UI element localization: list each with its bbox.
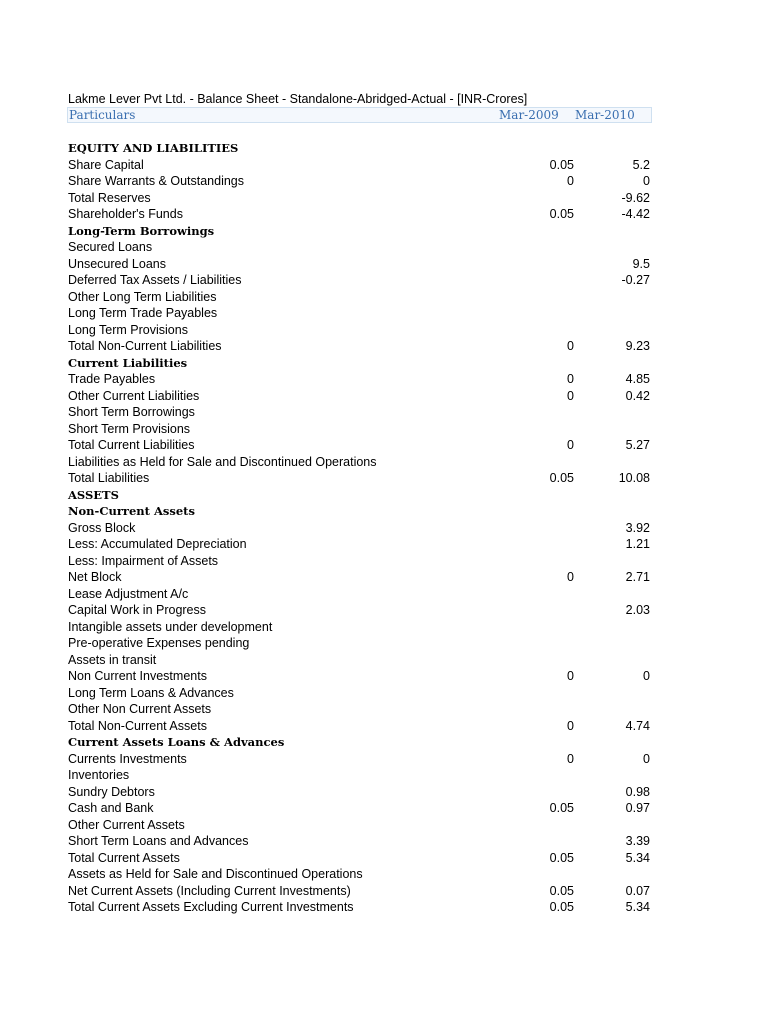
value-mar-2010: 0 — [643, 751, 650, 766]
table-row — [68, 470, 652, 487]
value-mar-2010: 0.07 — [625, 883, 650, 898]
row-label: Long Term Loans & Advances — [68, 685, 234, 700]
value-mar-2009: 0 — [567, 570, 574, 584]
table-row — [68, 883, 652, 900]
table-row — [68, 635, 652, 652]
table-row — [68, 569, 652, 586]
value-mar-2010: -0.27 — [621, 273, 650, 287]
row-label: Total Current Liabilities — [68, 438, 195, 452]
section-heading: Current Assets Loans & Advances — [68, 735, 285, 749]
table-row — [68, 190, 652, 207]
value-mar-2010: 0.42 — [625, 388, 650, 403]
table-row — [68, 701, 652, 718]
row-label: Liabilities as Held for Sale and Discontinued Operations — [68, 454, 377, 469]
value-mar-2009: 0.05 — [549, 801, 574, 815]
row-label: Other Non Current Assets — [68, 702, 212, 716]
value-mar-2010: 9.23 — [625, 339, 650, 353]
value-mar-2010: 0.98 — [625, 784, 650, 799]
row-label: Unsecured Loans — [68, 256, 166, 271]
value-mar-2010: 3.92 — [625, 520, 650, 535]
section-heading-row — [68, 223, 652, 240]
table-row — [68, 173, 652, 190]
balance-sheet — [68, 91, 652, 916]
value-mar-2009: 0 — [567, 388, 574, 403]
value-mar-2010: 9.5 — [632, 256, 650, 271]
value-mar-2009: 0 — [567, 174, 574, 188]
value-mar-2009: 0 — [567, 372, 574, 386]
value-mar-2010: 5.2 — [632, 157, 650, 172]
row-label: Share Warrants & Outstandings — [68, 174, 245, 188]
table-row — [68, 652, 652, 669]
value-mar-2009: 0 — [567, 438, 574, 452]
row-label: Lease Adjustment A/c — [68, 586, 189, 601]
value-mar-2010: 5.34 — [625, 850, 650, 865]
value-mar-2009: 0 — [567, 718, 574, 733]
table-row — [68, 784, 652, 801]
table-row — [68, 206, 652, 223]
row-label: Sundry Debtors — [68, 784, 155, 799]
value-mar-2010: 0.97 — [625, 801, 650, 815]
table-row — [68, 850, 652, 867]
sheet-title: Lakme Lever Pvt Ltd. - Balance Sheet - Standalone-Abridged-Actual - [INR-Crores] — [68, 92, 528, 106]
section-heading: Current Liabilities — [68, 355, 188, 370]
table-row — [68, 404, 652, 421]
row-label: Shareholder's Funds — [68, 207, 183, 221]
table-row — [68, 553, 652, 570]
blank-row — [68, 123, 652, 140]
value-mar-2009: 0.05 — [549, 207, 574, 221]
section-heading: EQUITY AND LIABILITIES — [68, 141, 239, 155]
row-label: Short Term Loans and Advances — [68, 834, 249, 848]
row-label: Total Reserves — [68, 190, 151, 205]
row-label: Long Term Provisions — [68, 322, 188, 337]
row-label: Gross Block — [68, 520, 136, 535]
table-row — [68, 685, 652, 702]
table-row — [68, 272, 652, 289]
row-label: Net Block — [68, 570, 122, 584]
column-header-row — [67, 107, 652, 123]
table-row — [68, 421, 652, 438]
section-heading: Long-Term Borrowings — [68, 223, 215, 238]
table-row — [68, 866, 652, 883]
row-label: Trade Payables — [68, 372, 156, 386]
value-mar-2010: 0 — [643, 669, 650, 683]
value-mar-2010: 10.08 — [618, 471, 650, 485]
value-mar-2010: 2.03 — [625, 603, 650, 617]
row-label: Short Term Borrowings — [68, 405, 195, 419]
row-label: Total Non-Current Liabilities — [68, 339, 222, 353]
section-heading-row — [68, 487, 652, 504]
table-row — [68, 388, 652, 405]
section-heading-row — [68, 503, 652, 520]
table-row — [68, 289, 652, 306]
row-label: Intangible assets under development — [68, 619, 273, 634]
table-row — [68, 536, 652, 553]
section-heading: ASSETS — [68, 487, 119, 502]
value-mar-2010: 4.74 — [625, 718, 650, 733]
value-mar-2010: 5.34 — [625, 900, 650, 914]
table-row — [68, 157, 652, 174]
section-heading: Non-Current Assets — [68, 504, 195, 518]
row-label: Other Current Liabilities — [68, 388, 200, 403]
row-label: Non Current Investments — [68, 669, 207, 683]
row-label: Capital Work in Progress — [68, 603, 207, 617]
value-mar-2009: 0.05 — [549, 883, 574, 898]
table-row — [68, 817, 652, 834]
row-label: Deferred Tax Assets / Liabilities — [68, 273, 242, 287]
section-heading-row — [68, 140, 652, 157]
column-header-mar-2010: Mar-2010 — [575, 108, 635, 122]
value-mar-2010: 4.85 — [625, 372, 650, 386]
table-row — [68, 305, 652, 322]
value-mar-2009: 0.05 — [549, 471, 574, 485]
value-mar-2009: 0.05 — [549, 900, 574, 914]
row-label: Currents Investments — [68, 751, 187, 766]
value-mar-2009: 0.05 — [549, 157, 574, 172]
value-mar-2009: 0 — [567, 669, 574, 683]
table-row — [68, 619, 652, 636]
column-header-mar-2009: Mar-2009 — [499, 108, 559, 122]
value-mar-2010: 1.21 — [625, 537, 650, 551]
row-label: Cash and Bank — [68, 801, 154, 815]
table-row — [68, 256, 652, 273]
value-mar-2010: 2.71 — [625, 570, 650, 584]
column-header-particulars: Particulars — [69, 108, 136, 122]
table-row — [68, 371, 652, 388]
table-row — [68, 718, 652, 735]
value-mar-2010: 3.39 — [625, 834, 650, 848]
table-row — [68, 767, 652, 784]
section-heading-row — [68, 734, 652, 751]
row-label: Net Current Assets (Including Current Investments) — [68, 883, 351, 898]
table-row — [68, 322, 652, 339]
row-label: Total Non-Current Assets — [68, 718, 207, 733]
row-label: Total Current Assets Excluding Current Investments — [68, 900, 354, 914]
row-label: Other Current Assets — [68, 817, 185, 832]
row-label: Secured Loans — [68, 240, 153, 254]
table-body — [68, 140, 652, 916]
table-row — [68, 899, 652, 916]
value-mar-2009: 0 — [567, 751, 574, 766]
row-label: Short Term Provisions — [68, 421, 191, 436]
value-mar-2010: -4.42 — [621, 207, 650, 221]
row-label: Less: Impairment of Assets — [68, 553, 219, 568]
table-row — [68, 833, 652, 850]
row-label: Long Term Trade Payables — [68, 306, 218, 320]
table-row — [68, 437, 652, 454]
table-row — [68, 239, 652, 256]
row-label: Assets in transit — [68, 652, 157, 667]
row-label: Share Capital — [68, 157, 144, 172]
value-mar-2010: 5.27 — [625, 438, 650, 452]
row-label: Pre-operative Expenses pending — [68, 636, 250, 650]
table-row — [68, 751, 652, 768]
row-label: Less: Accumulated Depreciation — [68, 537, 247, 551]
row-label: Other Long Term Liabilities — [68, 289, 217, 304]
row-label: Inventories — [68, 768, 130, 782]
row-label: Total Liabilities — [68, 471, 150, 485]
table-row — [68, 338, 652, 355]
table-row — [68, 800, 652, 817]
value-mar-2010: -9.62 — [621, 190, 650, 205]
value-mar-2009: 0 — [567, 339, 574, 353]
table-row — [68, 602, 652, 619]
table-row — [68, 668, 652, 685]
row-label: Assets as Held for Sale and Discontinued Operations — [68, 867, 363, 881]
row-label: Total Current Assets — [68, 850, 180, 865]
value-mar-2010: 0 — [643, 174, 650, 188]
section-heading-row — [68, 355, 652, 372]
table-row — [68, 454, 652, 471]
table-row — [68, 586, 652, 603]
value-mar-2009: 0.05 — [549, 850, 574, 865]
table-row — [68, 520, 652, 537]
